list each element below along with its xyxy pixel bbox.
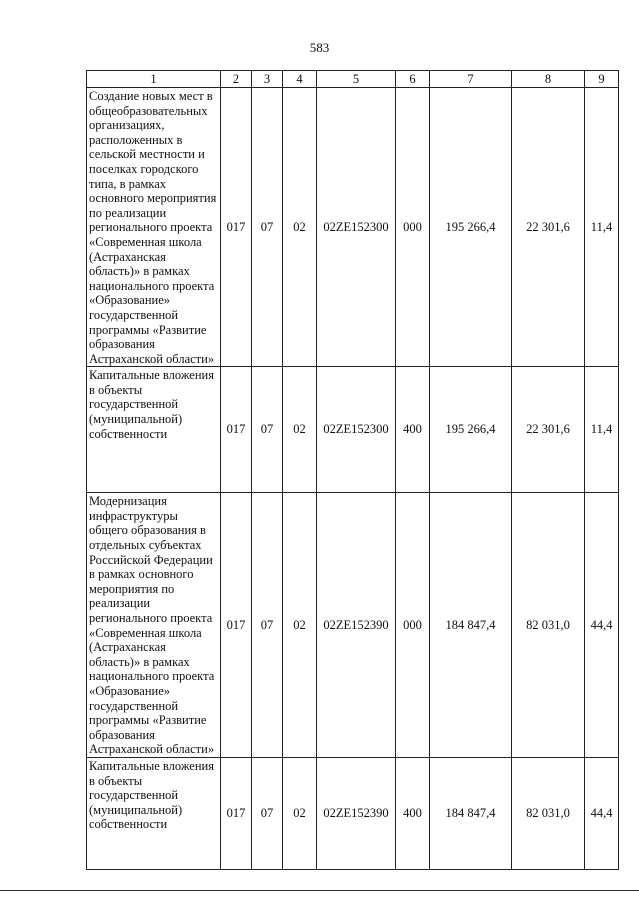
row-target-article: 02ZE152390 [317, 757, 396, 869]
page-bottom-rule [0, 890, 639, 891]
row-percent: 11,4 [585, 88, 619, 367]
row-planned-amount: 184 847,4 [430, 757, 512, 869]
row-section-code: 07 [252, 88, 283, 367]
header-cell-1: 1 [87, 71, 221, 88]
header-cell-6: 6 [396, 71, 430, 88]
row-percent: 44,4 [585, 757, 619, 869]
row-percent: 44,4 [585, 493, 619, 758]
row-ministry-code: 017 [221, 367, 252, 493]
row-target-article: 02ZE152390 [317, 493, 396, 758]
row-target-article: 02ZE152300 [317, 367, 396, 493]
row-executed-amount: 22 301,6 [512, 88, 585, 367]
row-section-code: 07 [252, 757, 283, 869]
row-ministry-code: 017 [221, 88, 252, 367]
header-cell-5: 5 [317, 71, 396, 88]
row-section-code: 07 [252, 493, 283, 758]
header-cell-9: 9 [585, 71, 619, 88]
row-target-article: 02ZE152300 [317, 88, 396, 367]
header-cell-3: 3 [252, 71, 283, 88]
row-subsection-code: 02 [283, 757, 317, 869]
budget-table [86, 70, 619, 870]
row-name-cell: Капитальные вложения в объекты государственной (муниципальной) собственности [87, 757, 221, 869]
header-cell-2: 2 [221, 71, 252, 88]
header-cell-4: 4 [283, 71, 317, 88]
table-row [87, 367, 619, 493]
row-name-cell: Капитальные вложения в объекты государственной (муниципальной) собственности [87, 367, 221, 493]
row-section-code: 07 [252, 367, 283, 493]
row-expense-type: 400 [396, 367, 430, 493]
table-row [87, 88, 619, 367]
row-subsection-code: 02 [283, 493, 317, 758]
row-percent: 11,4 [585, 367, 619, 493]
page-number: 583 [309, 40, 330, 55]
table-row [87, 493, 619, 758]
header-cell-7: 7 [430, 71, 512, 88]
header-cell-8: 8 [512, 71, 585, 88]
row-name-cell: Модернизация инфраструктуры общего образования в отдельных субъектах Российской Федерации в рамках основного мероприятия по реализации регионального проекта «Современная школа (Астраханская область)» в рамках национального проекта «Образование» государственной программы «Развитие образования Астраханской области» [87, 493, 221, 758]
row-planned-amount: 184 847,4 [430, 493, 512, 758]
row-executed-amount: 82 031,0 [512, 757, 585, 869]
row-ministry-code: 017 [221, 493, 252, 758]
row-executed-amount: 82 031,0 [512, 493, 585, 758]
row-ministry-code: 017 [221, 757, 252, 869]
row-subsection-code: 02 [283, 367, 317, 493]
row-name-cell: Создание новых мест в общеобразовательных организациях, расположенных в сельской местности и поселках городского типа, в рамках основного мероприятия по реализации регионального проекта «Современная школа (Астраханская область)» в рамках национального проекта «Образование» государственной программы «Развитие образования Астраханской области» [87, 88, 221, 367]
row-executed-amount: 22 301,6 [512, 367, 585, 493]
row-expense-type: 400 [396, 757, 430, 869]
header-row [87, 71, 619, 88]
table-row [87, 757, 619, 869]
row-planned-amount: 195 266,4 [430, 367, 512, 493]
row-expense-type: 000 [396, 493, 430, 758]
row-expense-type: 000 [396, 88, 430, 367]
row-subsection-code: 02 [283, 88, 317, 367]
row-planned-amount: 195 266,4 [430, 88, 512, 367]
